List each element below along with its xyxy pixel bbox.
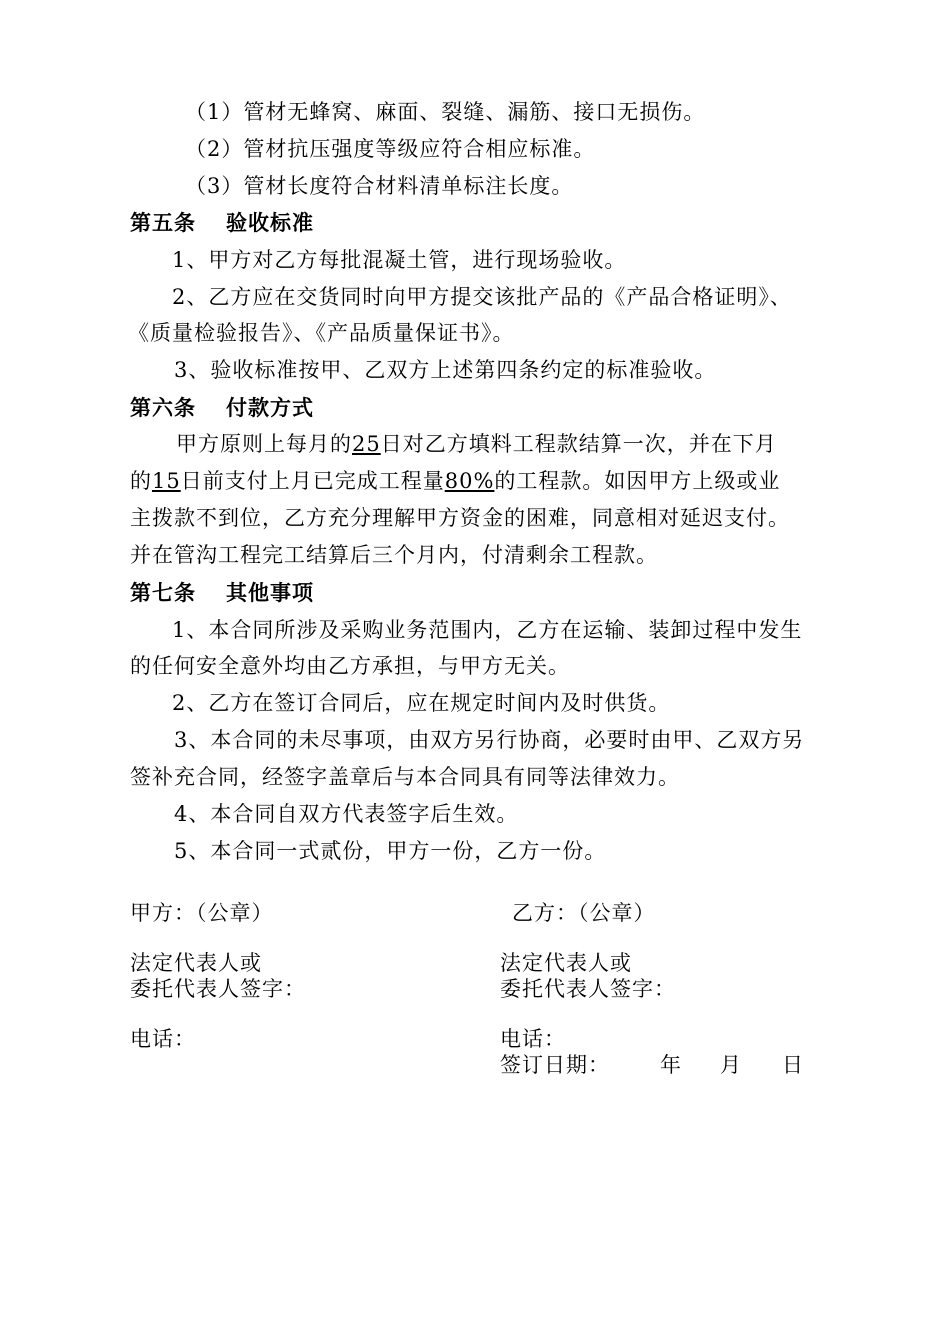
payment-percentage: 80% bbox=[444, 469, 495, 493]
article-5-heading bbox=[130, 208, 314, 238]
article-5-title: 验收标准 bbox=[226, 211, 314, 235]
party-a-rep-line-2: 委托代表人签字： bbox=[130, 977, 306, 1001]
article-7-para-4: 4、本合同自双方代表签字后生效。 bbox=[174, 802, 519, 826]
article-7-title: 其他事项 bbox=[226, 581, 314, 605]
party-b-phone: 电话： bbox=[500, 1027, 566, 1051]
article-5-para-2b: 《质量检验报告》、《产品质量保证书》。 bbox=[128, 321, 515, 345]
article-7-number: 第七条 bbox=[130, 581, 196, 605]
article-7-para-3b: 签补充合同，经签字盖章后与本合同具有同等法律效力。 bbox=[130, 765, 680, 789]
text-segment: 甲方原则上每月的 bbox=[176, 432, 352, 456]
party-a-phone: 电话： bbox=[130, 1027, 196, 1051]
item-4-1: （1）管材无蜂窝、麻面、裂缝、漏筋、接口无损伤。 bbox=[185, 100, 706, 124]
sign-date bbox=[500, 1052, 804, 1078]
article-7-para-3a: 3、本合同的未尽事项，由双方另行协商，必要时由甲、乙双方另 bbox=[174, 728, 805, 752]
item-4-2: （2）管材抗压强度等级应符合相应标准。 bbox=[185, 137, 596, 161]
sign-date-month: 月 bbox=[720, 1053, 742, 1077]
article-5-para-3: 3、验收标准按甲、乙双方上述第四条约定的标准验收。 bbox=[174, 358, 717, 382]
payment-deadline-day: 15 bbox=[152, 469, 181, 493]
article-5-para-2a: 2、乙方应在交货同时向甲方提交该批产品的《产品合格证明》、 bbox=[172, 285, 792, 309]
article-6-title: 付款方式 bbox=[226, 396, 314, 420]
sign-date-day: 日 bbox=[782, 1053, 804, 1077]
article-7-para-5: 5、本合同一式贰份，甲方一份，乙方一份。 bbox=[174, 839, 607, 863]
article-7-para-1b: 的任何安全意外均由乙方承担，与甲方无关。 bbox=[130, 654, 570, 678]
text-segment: 日对乙方填料工程款结算一次，并在下月 bbox=[380, 432, 777, 456]
text-segment: 日前支付上月已完成工程量 bbox=[180, 469, 445, 493]
sign-date-label: 签订日期： bbox=[500, 1053, 610, 1077]
article-6-number: 第六条 bbox=[130, 396, 196, 420]
text-segment: 的 bbox=[130, 469, 152, 493]
party-a-rep-line-1: 法定代表人或 bbox=[130, 951, 262, 975]
article-5-number: 第五条 bbox=[130, 211, 196, 235]
text-segment: 的工程款。如因甲方上级或业 bbox=[494, 469, 781, 493]
article-6-heading bbox=[130, 393, 314, 423]
article-7-heading bbox=[130, 578, 314, 608]
payment-day: 25 bbox=[352, 432, 381, 456]
party-b-rep-line-2: 委托代表人签字： bbox=[500, 977, 676, 1001]
article-7-para-1a: 1、本合同所涉及采购业务范围内，乙方在运输、装卸过程中发生 bbox=[172, 618, 803, 642]
article-6-line-2 bbox=[130, 466, 780, 496]
article-5-para-1: 1、甲方对乙方每批混凝土管，进行现场验收。 bbox=[172, 248, 627, 272]
article-6-line-1 bbox=[176, 429, 777, 459]
article-6-line-3: 主拨款不到位，乙方充分理解甲方资金的困难，同意相对延迟支付。 bbox=[130, 506, 790, 530]
item-4-3: （3）管材长度符合材料清单标注长度。 bbox=[185, 174, 574, 198]
sign-date-year: 年 bbox=[660, 1053, 682, 1077]
article-7-para-2: 2、乙方在签订合同后，应在规定时间内及时供货。 bbox=[172, 691, 671, 715]
party-b-seal: 乙方：（公章） bbox=[512, 901, 656, 925]
party-a-seal: 甲方：（公章） bbox=[130, 901, 274, 925]
article-6-line-4: 并在管沟工程完工结算后三个月内，付清剩余工程款。 bbox=[130, 543, 658, 567]
party-b-rep-line-1: 法定代表人或 bbox=[500, 951, 632, 975]
